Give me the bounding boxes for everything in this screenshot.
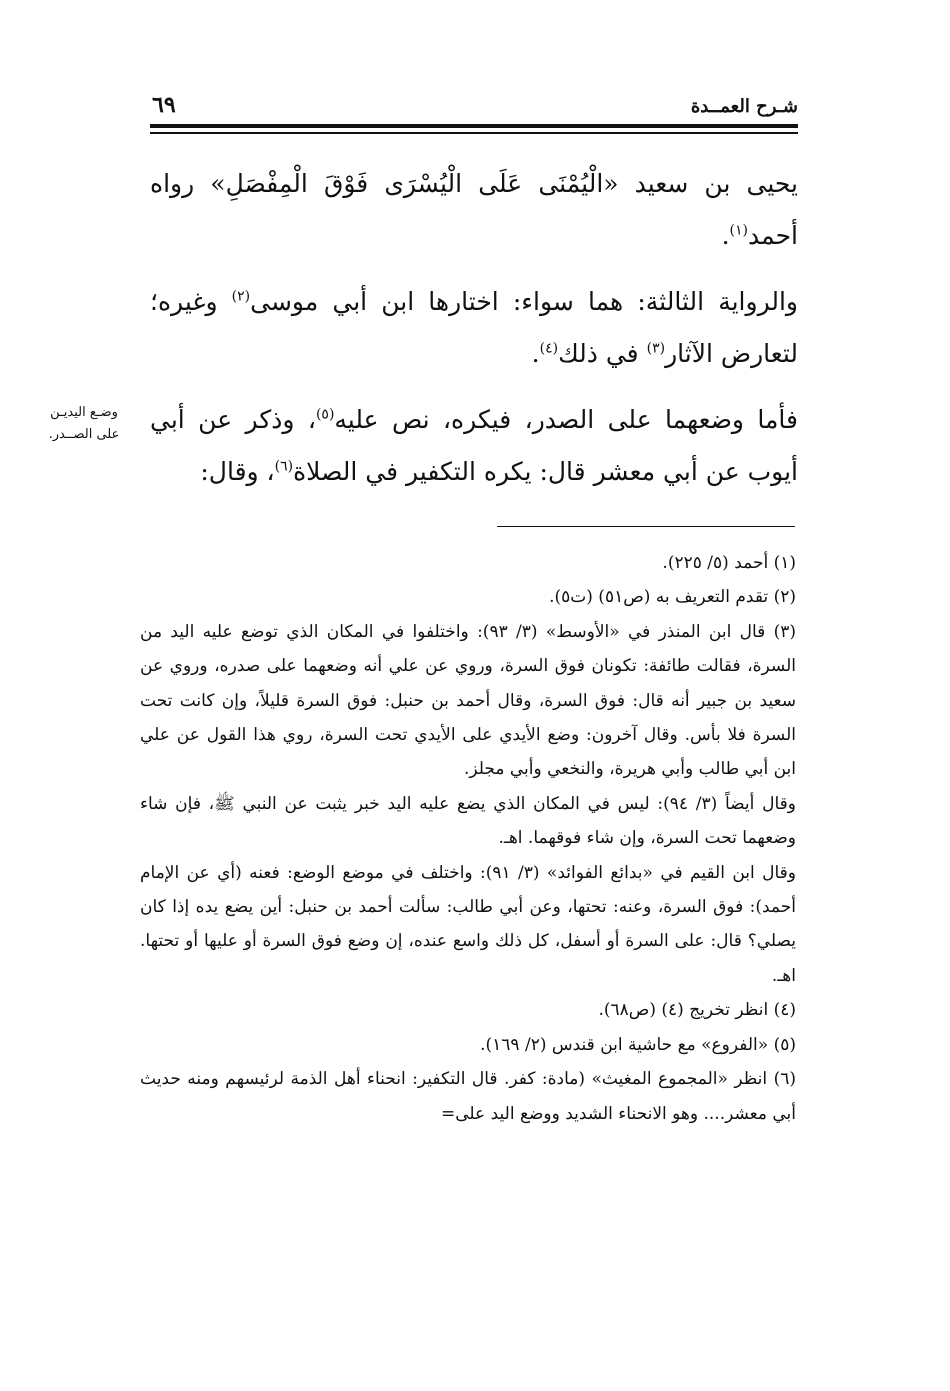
header-rule-thick bbox=[150, 124, 798, 128]
margin-note: وضـع اليديـن على الصــدر. bbox=[48, 405, 120, 442]
page-number: ٦٩ bbox=[152, 92, 176, 118]
footnote-4: (٤) انظر تخريج (٤) (ص٦٨). bbox=[598, 1000, 796, 1021]
running-title: شـرح العمــدة bbox=[690, 96, 798, 117]
footnote-1: (١) أحمد (٥/ ٢٢٥). bbox=[662, 553, 796, 573]
footnote-ref: (٢) bbox=[231, 288, 251, 305]
footnote-3-continued-2: وقال ابن القيم في «بدائع الفوائد» (٣/ ٩١): واختلف في موضع الوضع: فعنه (أي عن الإمام أحمد): فوق السرة، وعنه: تحتها، وعن أبي طالب: سألت أحمد بن حنبل: أين يضع يده إذا كان يصلي؟ قال: على السرة أو أسفل، كل ذلك واسع عنده، إن وضع فوق السرة أو عليها أو تحتها. اهـ. bbox=[140, 862, 796, 986]
footnote-5: (٥) «الفروع» مع حاشية ابن قندس (٢/ ١٦٩). bbox=[480, 1034, 796, 1055]
footnote-2: (٢) تقدم التعريف به (ص٥١) (ت٥). bbox=[549, 587, 796, 608]
footnote-separator bbox=[497, 526, 795, 527]
footnote-ref: (٣) bbox=[646, 340, 666, 357]
footnote-ref: (٤) bbox=[539, 340, 559, 357]
footnote-3: (٣) قال ابن المنذر في «الأوسط» (٣/ ٩٣): واختلفوا في المكان الذي توضع عليه اليد من السرة، فقالت طائفة: تكونان فوق السرة، وروي عن علي أنه وضعهما على صدره، وروي عن سعيد بن جبير أنه قال: فوق السرة، وقال أحمد بن حنبل: فوق السرة قليلاً، وإن كانت تحت السرة فلا بأس. وقال آخرون: وضع الأيدي على الأيدي تحت السرة، روي هذا القول عن علي ابن أبي طالب وأبي هريرة، والنخعي وأبي مجلز. bbox=[140, 621, 796, 780]
header-rule-thin bbox=[150, 132, 798, 134]
paragraph-2: والرواية الثالثة: هما سواء: اختارها ابن أبي موسى$^{(٢)}$ وغيره؛ لتعارض الآثار$^{(٣)}$ في ذلك$^{(٤)}$. bbox=[150, 287, 799, 368]
paragraph-3: فأما وضعهما على الصدر، فيكره، نص عليه$^{(٥)}$، وذكر عن أبي أيوب عن أبي معشر قال: يكره التكفير في الصلاة$^{(٦)}$، وقال: bbox=[150, 405, 798, 486]
footnote-ref: (٦) bbox=[274, 458, 294, 475]
footnote-ref: (١) bbox=[729, 222, 749, 239]
footnote-3-continued: وقال أيضاً (٣/ ٩٤): ليس في المكان الذي يضع عليه اليد خبر يثبت عن النبي ﷺ، فإن شاء وضعهما تحت السرة، وإن شاء فوقهما. اهـ. bbox=[140, 793, 796, 849]
main-text bbox=[150, 158, 798, 512]
footnotes bbox=[140, 546, 796, 1131]
paragraph-1: يحيى بن سعيد «الْيُمْنَى عَلَى الْيُسْرَى فَوْقَ الْمِفْصَلِ» رواه أحمد$^{(١)}$. bbox=[150, 169, 798, 250]
footnote-ref: (٥) bbox=[315, 406, 335, 423]
footnote-6: (٦) انظر «المجموع المغيث» (مادة: كفر. قال التكفير: انحناء أهل الذمة لرئيسهم ومنه حديث أبي معشر.... وهو الانحناء الشديد ووضع اليد على= bbox=[140, 1069, 796, 1124]
running-header bbox=[150, 92, 798, 122]
